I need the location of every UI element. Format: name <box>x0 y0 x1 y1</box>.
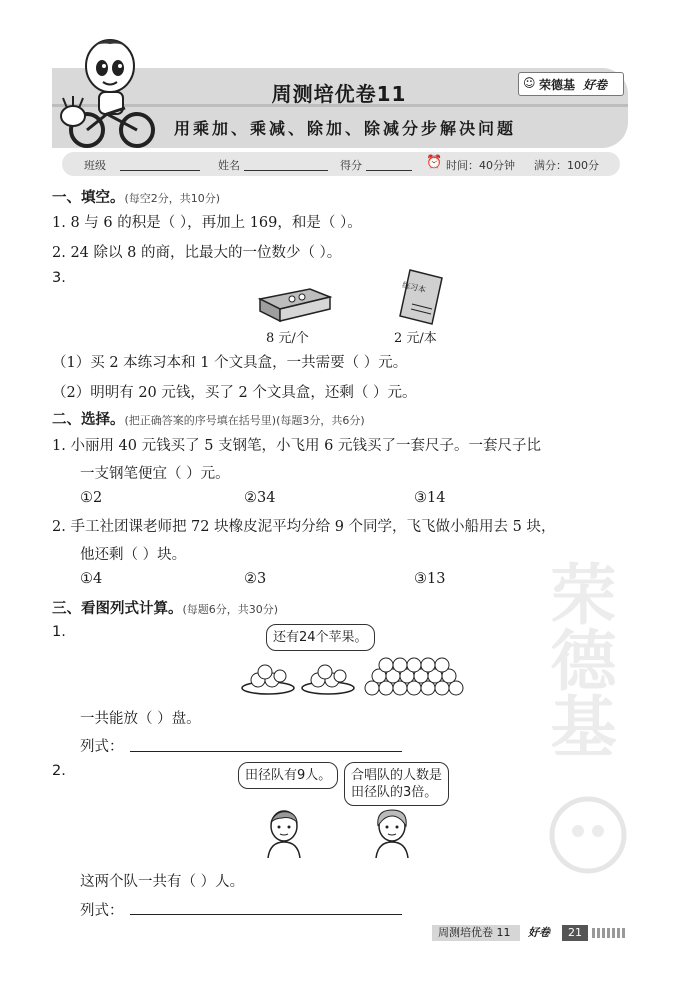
section2-note: (把正确答案的序号填在括号里)(每题3分，共6分) <box>124 414 365 427</box>
s3-q2-formula-label: 列式： <box>80 903 124 919</box>
notebook-price: 2 元/本 <box>394 331 437 346</box>
score-label: 得分 <box>340 159 362 172</box>
s2-q2-line1: 2. 手工社团课老师把 72 块橡皮泥平均分给 9 个同学，飞飞做小船用去 5 块， <box>52 519 556 535</box>
s1-q3-b: （2）明明有 20 元钱，买了 2 个文具盒，还剩（ ）元。 <box>52 385 417 401</box>
notebook-icon <box>396 268 446 326</box>
time-limit: 时间：40分钟 <box>446 159 515 172</box>
class-field[interactable] <box>120 157 200 171</box>
s2-q2-option-1[interactable]: ①4 <box>80 571 103 587</box>
s2-q1-line1: 1. 小丽用 40 元钱买了 5 支钢笔，小飞用 6 元钱买了一套尺子。一套尺子比 <box>52 438 541 454</box>
bubble2-line2: 田径队的3倍。 <box>351 785 438 800</box>
s2-q1-option-3[interactable]: ③14 <box>414 490 446 506</box>
watermark: 荣德基 <box>539 560 616 758</box>
score-field[interactable] <box>366 157 412 171</box>
section1-heading: 一、填空。(每空2分，共10分) <box>52 190 221 206</box>
name-field[interactable] <box>244 157 328 171</box>
section3-note: (每题6分，共30分) <box>182 603 279 616</box>
s2-q1-line2: 一支钢笔便宜（ ）元。 <box>80 466 230 482</box>
brand-face-icon: ☺ <box>523 76 536 90</box>
info-bar <box>62 152 620 176</box>
s2-q1-option-2[interactable]: ②34 <box>244 490 276 506</box>
s2-q2-option-2[interactable]: ②3 <box>244 571 267 587</box>
full-score: 满分：100分 <box>534 159 599 172</box>
section2-heading: 二、选择。(把正确答案的序号填在括号里)(每题3分，共6分) <box>52 412 365 428</box>
footer-mark: 好卷 <box>528 926 550 939</box>
s2-q2-option-3[interactable]: ③13 <box>414 571 446 587</box>
pencil-box-price: 8 元/个 <box>266 331 309 346</box>
bubble2-line1: 合唱队的人数是 <box>351 768 443 783</box>
s3-q2-speech-bubble-1: 田径队有9人。 <box>238 762 338 789</box>
notebook-label: 练习本 <box>401 280 427 295</box>
footer-label: 周测培优卷 11 <box>432 925 520 941</box>
s3-q1-speech-bubble: 还有24个苹果。 <box>266 624 375 651</box>
s1-q3-a: （1）买 2 本练习本和 1 个文具盒，一共需要（ ）元。 <box>52 355 408 371</box>
pencil-box-icon <box>254 285 334 325</box>
s3-q1-number: 1. <box>52 624 66 640</box>
clock-icon: ⏰ <box>426 155 443 170</box>
boy-figure-icon <box>262 808 306 858</box>
s2-q2-line2: 他还剩（ ）块。 <box>80 547 187 563</box>
section1-note: (每空2分，共10分) <box>124 192 221 205</box>
s3-q2-number: 2. <box>52 763 66 779</box>
s3-q1-formula-label: 列式： <box>80 739 124 755</box>
s3-q1-answer-line[interactable] <box>130 751 402 752</box>
class-label: 班级 <box>84 159 106 172</box>
s3-q2-speech-bubble-2 <box>344 762 449 806</box>
section3-heading: 三、看图列式计算。(每题6分，共30分) <box>52 601 279 617</box>
footer <box>432 925 628 941</box>
brand-logo <box>518 72 624 96</box>
s1-q2: 2. 24 除以 8 的商，比最大的一位数少（ ）。 <box>52 245 342 261</box>
page-number: 21 <box>562 925 588 941</box>
watermark-mascot-icon <box>548 795 628 875</box>
s1-q1: 1. 8 与 6 的积是（ ），再加上 169，和是（ ）。 <box>52 215 362 231</box>
s2-q1-option-1[interactable]: ①2 <box>80 490 103 506</box>
brand-mark: 好卷 <box>583 78 608 92</box>
s3-q1-text: 一共能放（ ）盘。 <box>80 711 201 727</box>
s3-q2-text: 这两个队一共有（ ）人。 <box>80 874 245 890</box>
name-label: 姓名 <box>218 159 240 172</box>
page-title: 周测培优卷11 <box>271 82 407 106</box>
apple-plates-icon <box>238 654 466 698</box>
page-subtitle: 用乘加、乘减、除加、除减分步解决问题 <box>173 119 516 138</box>
girl-figure-icon <box>370 806 414 858</box>
s1-q3-number: 3. <box>52 270 66 286</box>
brand-name: 荣德基 <box>539 78 576 92</box>
s3-q2-answer-line[interactable] <box>130 914 402 915</box>
footer-pattern <box>592 928 626 938</box>
